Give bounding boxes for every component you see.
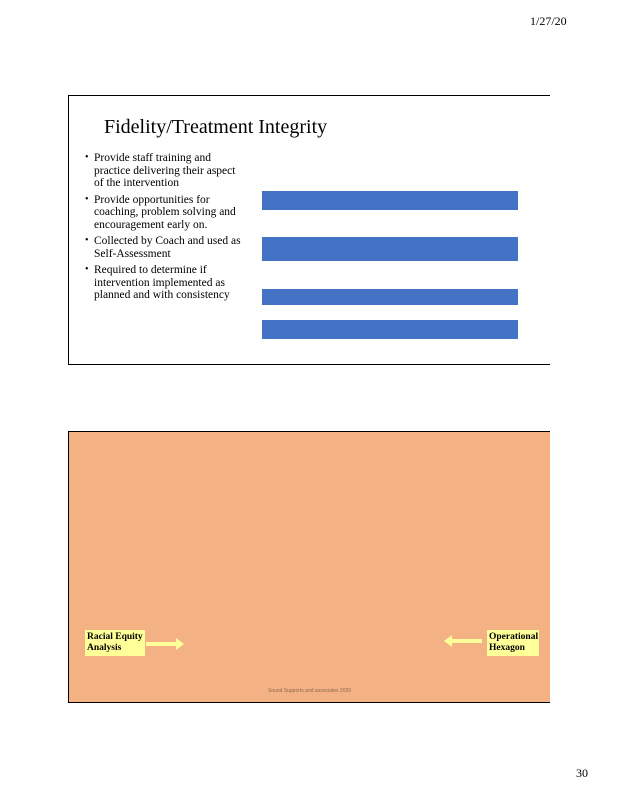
bullet-item [85,194,245,232]
slide-analysis [68,431,550,703]
bullet-text: Provide opportunities for coaching, problem solving and encouragement early on. [94,193,236,231]
bullet-item [85,235,245,260]
bullet-dot-icon: • [85,152,89,163]
bullet-dot-icon: • [85,235,89,246]
right-arrow-icon [146,638,184,650]
slide-title: Fidelity/Treatment Integrity [104,116,328,138]
bullet-text: Collected by Coach and used as Self-Assessment [94,235,241,260]
racial-equity-callout: Racial Equity Analysis [85,630,145,656]
page-number: 30 [576,766,588,780]
blue-bar [262,237,518,261]
bullet-item [85,152,245,190]
bullet-text: Provide staff training and practice delivering their aspect of the intervention [94,152,236,189]
operational-hexagon-callout: Operational Hexagon [487,630,539,656]
bullet-text: Required to determine if intervention implemented as planned and with consistency [94,264,230,301]
slide-fidelity [68,95,550,365]
left-arrow-icon [444,635,482,647]
blue-bar [262,289,518,305]
bullet-dot-icon: • [85,193,89,205]
blue-bar [262,191,518,210]
blue-bar [262,320,518,339]
bullet-item [85,264,245,302]
bullet-list [85,152,245,306]
page-date: 1/27/20 [530,14,567,28]
slide-footer: Sound Supports and associates 2020 [267,688,352,694]
bullet-dot-icon: • [85,264,89,275]
